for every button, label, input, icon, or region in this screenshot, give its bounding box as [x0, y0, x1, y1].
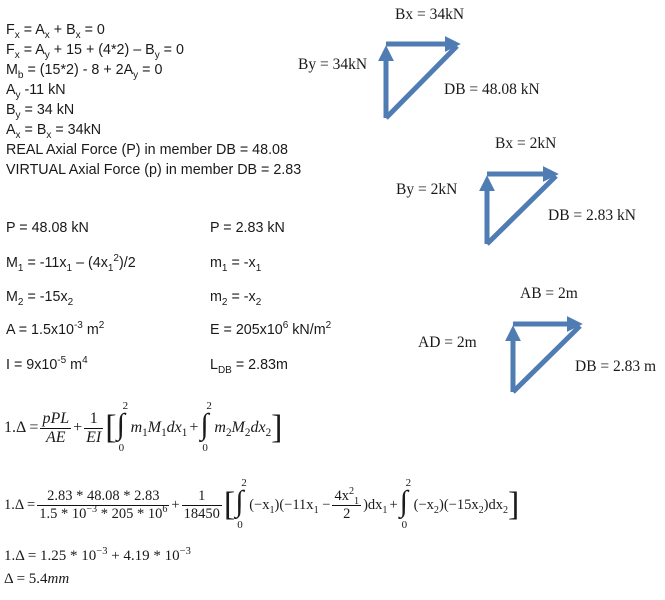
param-virtual-p: P = 2.83 kN [210, 220, 285, 236]
param-m2: $M_2 = -15x_2$ [6, 289, 74, 308]
param-modulus: $E = 205x10^6$ $kN/m^2$ [210, 320, 332, 338]
virtual-bx-label: Bx = 2kN [495, 135, 557, 152]
virtual-by-label: By = 2kN [396, 181, 458, 198]
eq-moment-b: $M_b = (15*2) - 8 + 2A_y = 0$ [6, 62, 163, 81]
integral-4: ∫ 2 0 [399, 477, 412, 531]
real-by-label: By = 34kN [298, 56, 368, 73]
param-area: $A = 1.5x10^{-3}$ $m^2$ [6, 320, 105, 338]
fraction-numeric: $\frac{2.83 * 48.08 * 2.83}{1.5 * 10^{-3} * 205 * 10^6}$ [39, 487, 168, 522]
eq-sum-fy: $F_x = A_y + 15 + (4*2) - B_y = 0$ [6, 42, 184, 61]
integral-3: ∫ 2 0 [235, 477, 247, 531]
integral-1: ∫ 2 0 [116, 400, 129, 454]
real-db-label: DB = 48.08 kN [444, 81, 540, 98]
geometry-ab-label: AB = 2m [520, 285, 578, 302]
geometry-db-line [513, 326, 580, 392]
real-axial-force: REAL Axial Force (P) in member DB = 48.08 [6, 142, 288, 158]
eq-ay: $A_y$ -11 kN [6, 82, 66, 101]
geometry-triangle [513, 324, 580, 392]
param-real-p: P = 48.08 kN [6, 220, 89, 236]
virtual-work-formula: 1.Δ = $\frac{\text{pPL}}{AE}$ + $\frac{1}{EI}$ [ ∫ 2 0 $m_1M_1dx_1$ + ∫ 2 0 $m_2M_2dx_2$ ] [4, 400, 283, 454]
fraction-1-18450: $\frac{1}{18450}$ [183, 487, 220, 522]
param-m1: $M_1 = -11x_1 - (4x_1^2)/2$ [6, 253, 136, 274]
eq-by: $B_y = 34$ kN [6, 102, 75, 121]
virtual-db-line [487, 176, 556, 244]
param-length-db: $L_{DB} = 2.83m$ [210, 357, 288, 376]
geometry-ad-label: AD = 2m [418, 334, 477, 351]
param-small-m2: $m_2 = -x_2$ [210, 289, 262, 308]
integral-2: ∫ 2 0 [200, 400, 212, 454]
param-inertia: $I = 9x10^{-5}$ $m^4$ [6, 355, 88, 373]
result-deflection: Δ = 5.4mm [4, 571, 70, 587]
virtual-axial-force: VIRTUAL Axial Force (p) in member DB = 2.83 [6, 162, 302, 178]
fraction-4x1sq-2: $\frac{4x^2_1}{2}$ [334, 485, 360, 522]
geometry-db-label: DB = 2.83 m [575, 358, 657, 375]
eq-ax-bx: $A_x = B_x = 34kN$ [6, 122, 102, 141]
param-small-m1: $m_1 = -x_1$ [210, 255, 262, 274]
virtual-force-triangle [487, 174, 556, 244]
virtual-db-label: DB = 2.83 kN [548, 207, 636, 224]
substituted-formula: 1.Δ = $\frac{2.83 * 48.08 * 2.83}{1.5 * 10^{-3} * 205 * 10^6}$ + $\frac{1}{18450}$ [ ∫ 2 0 $(-x_1)(-11x_1$ − $\frac{4x^2_1}{2}$ )$dx_1$ + ∫ 2 0 $(-x_2)(-15x_2)dx_2$ ] [4, 477, 520, 531]
fraction-ppl-ae: $\frac{\text{pPL}}{AE}$ [42, 409, 70, 446]
fraction-1-ei: $\frac{1}{EI}$ [86, 409, 102, 446]
result-sum: $1.\Delta = 1.25 * 10^{-3} + 4.19 * 10^{-3}$ [4, 546, 191, 564]
real-bx-label: Bx = 34kN [395, 6, 465, 23]
eq-sum-fx: $F_x = A_x + B_x = 0$ [6, 22, 105, 41]
